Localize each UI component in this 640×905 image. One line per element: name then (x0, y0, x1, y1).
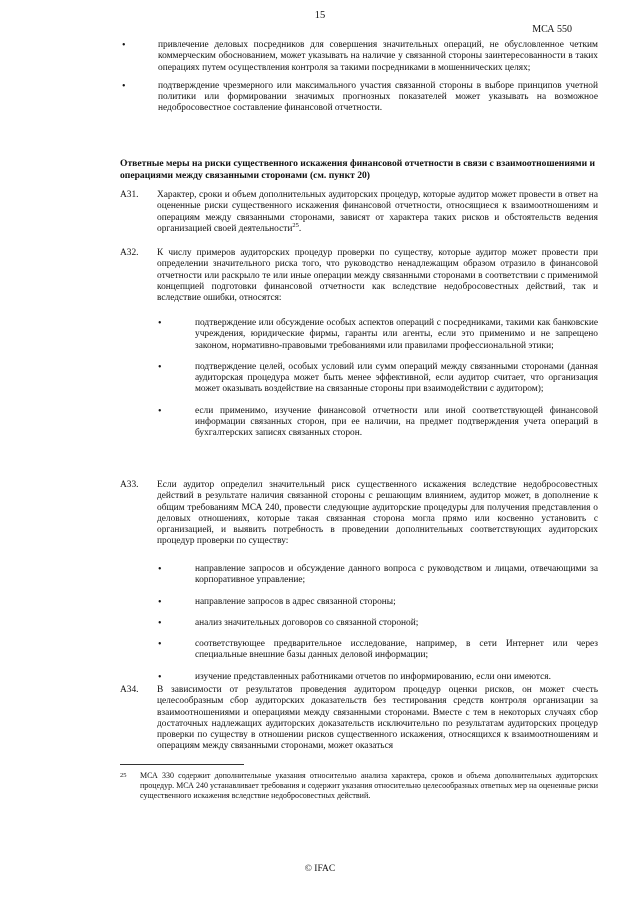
bullet-icon: • (158, 671, 162, 683)
footnote-number: 25 (120, 772, 127, 779)
footnote-reference: 25 (292, 221, 299, 229)
list-item: • изучение представленных работниками отчетов по информированию, если они имеются. (158, 671, 551, 683)
paragraph-a31: A31. Характер, сроки и объем дополнительных аудиторских процедур, которые аудитор может провести в ответ на оцененные риски существенного искажения финансовой отчетности, относящиеся к взаимоотношениям и операциям между связанными сторонами, зависят от характера таких рисков и обстоятельств ведения организацией своей деятельности$^{25}$. (120, 190, 598, 234)
bullet-icon: • (158, 405, 162, 417)
standard-label: МСА 550 (532, 24, 572, 35)
paragraph-a33 (120, 480, 598, 548)
paragraph-a32 (120, 248, 598, 304)
footnote-divider (120, 764, 244, 765)
page-number: 15 (314, 10, 326, 21)
a32-bullet-list (120, 318, 598, 440)
paragraph-text: К числу примеров аудиторских процедур проверки по существу, которые аудитор может провести при определении значительного риска того, что руководство ненадлежащим образом отразило в финансовой отчетности или раскрыло те или иные операции между связанными сторонами в соответствии с применимой концепцией подготовки финансовой отчетности как вследствие недобросовестных действий, так и вследствие ошибки, относятся: (157, 248, 598, 304)
bullet-icon: • (158, 318, 162, 329)
section-heading: Ответные меры на риски существенного искажения финансовой отчетности в связи с взаимоотношениями и операциями между связанными сторонами (см. пункт 20) (120, 158, 596, 181)
list-item: • привлечение деловых посредников для совершения значительных операций, не обусловленное четким коммерческим обоснованием, может указывать на наличие у связанной стороны заинтересованности в таких операциях путем осуществления контроля за такими посредниками в мошеннических целях; (122, 40, 598, 73)
list-item: • подтверждение или обсуждение особых аспектов операций с посредниками, такими как банковские учреждения, юридические фирмы, гаранты или агенты, если это применимо и не запрещено законом, нормативно-правовыми требованиями или правилами профессиональной этики; (158, 318, 598, 351)
list-item: • если применимо, изучение финансовой отчетности или иной соответствующей финансовой информации связанных сторон, при ее наличии, на предмет подтверждения учета операций в бухгалтерских записях связанных сторон. (158, 405, 598, 439)
paragraph-text: Характер, сроки и объем дополнительных аудиторских процедур, которые аудитор может провести в ответ на оцененные риски существенного искажения финансовой отчетности, относящиеся к взаимоотношениям и операциям между связанными сторонами, зависят от характера таких рисков и обстоятельств ведения организацией своей деятельности (157, 190, 598, 234)
copyright-footer: © IFAC (304, 864, 336, 874)
bullet-icon: • (158, 564, 162, 575)
list-item: • направление запросов в адрес связанной стороны; (158, 596, 396, 608)
a33-bullet-list (120, 564, 598, 683)
list-item: • подтверждение чрезмерного или максимального участия связанной стороны в выборе принципов учетной политики или формировании значимых прогнозных показателей может указывать на возможное недобросовестное составление финансовой отчетности. (122, 80, 598, 114)
bullet-icon: • (122, 40, 126, 51)
bullet-icon: • (158, 617, 162, 629)
top-bullet-list (120, 40, 598, 115)
paragraph-number: A33. (120, 480, 139, 490)
bullet-icon: • (158, 596, 162, 608)
paragraph-text: Если аудитор определил значительный риск существенного искажения вследствие недобросовестных действий в результате наличия связанной стороны с решающим влиянием, аудитор может, в дополнение к общим требованиям МСА 240, провести следующие аудиторские процедуры для получения представления о деловых отношениях, которые такая связанная сторона могла прямо или косвенно установить с организацией, и выявить потребность в проведении дополнительных соответствующих аудиторских процедур проверки по существу: (157, 480, 598, 547)
paragraph-a34 (120, 685, 598, 753)
paragraph-text: В зависимости от результатов проведения аудитором процедур оценки рисков, он может счесть целесообразным сбор аудиторских доказательств без тестирования средств контроля организации за взаимоотношениями и операциями между связанными сторонами. Вместе с тем в некоторых случаях сбор достаточных надлежащих аудиторских доказательств исключительно по результатам аудиторских процедур проверки по существу в отношении рисков существенного искажения, относящихся к взаимоотношениям и операциям между связанными сторонами, может оказаться (157, 685, 598, 752)
paragraph-number: A34. (120, 685, 139, 695)
list-item: • направление запросов и обсуждение данного вопроса с руководством и лицами, отвечающими за корпоративное управление; (158, 564, 598, 586)
footnote-text: МСА 330 содержит дополнительные указания относительно анализа характера, сроков и объема дополнительных аудиторских процедур. МСА 240 устанавливает требования и содержит указания относительно целесообразных ответных мер на оцененные риски существенного искажения вследствие недобросовестных действий. (140, 771, 598, 800)
list-item: • анализ значительных договоров со связанной стороной; (158, 617, 419, 629)
paragraph-number: A32. (120, 248, 139, 258)
list-item: • подтверждение целей, особых условий или сумм операций между связанными сторонами (данная аудиторская процедура может быть менее эффективной, если аудитор считает, что организация может оказывать воздействие на связанные стороны при взаимодействии с аудитором); (158, 361, 598, 395)
paragraph-number: A31. (120, 190, 139, 200)
footnote (120, 771, 598, 801)
bullet-icon: • (158, 639, 162, 651)
list-item: • соответствующее предварительное исследование, например, в сети Интернет или через специальные внешние базы данных деловой информации; (158, 639, 598, 661)
bullet-icon: • (122, 80, 126, 92)
bullet-icon: • (158, 361, 162, 373)
